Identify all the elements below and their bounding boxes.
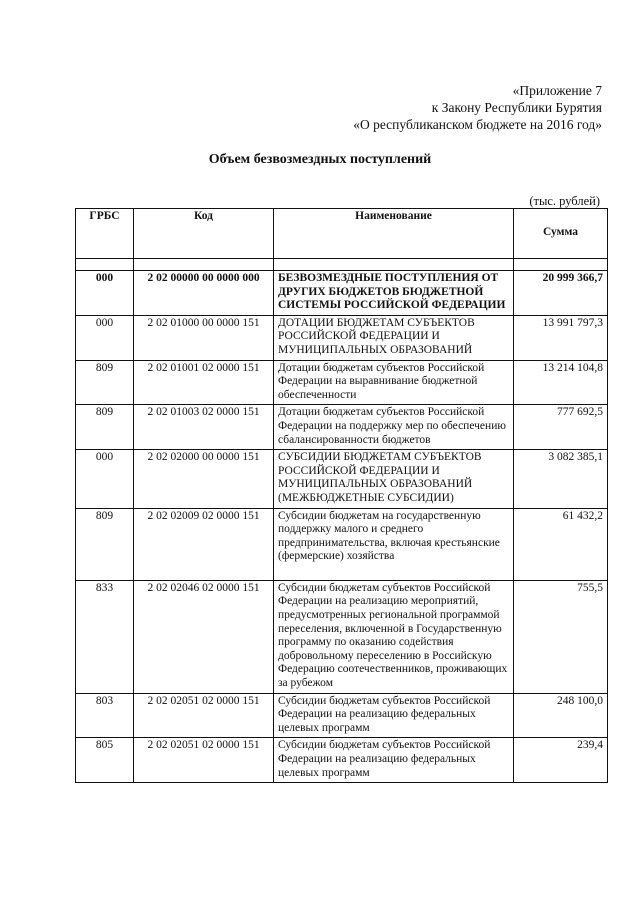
table-header-row xyxy=(76,209,608,259)
appendix-header xyxy=(353,82,602,133)
appendix-line-3: «О республиканском бюджете на 2016 год» xyxy=(353,117,602,132)
table-row xyxy=(76,508,608,580)
appendix-line-1: «Приложение 7 xyxy=(512,83,602,98)
cell-code: 2 02 01003 02 0000 151 xyxy=(134,405,274,450)
cell-grbs: 000 xyxy=(76,315,134,360)
column-header-code: Код xyxy=(134,209,274,259)
cell-code: 2 02 01001 02 0000 151 xyxy=(134,360,274,405)
table-row xyxy=(76,450,608,508)
cell-grbs: 000 xyxy=(76,271,134,316)
column-header-grbs: ГРБС xyxy=(76,209,134,259)
table-row xyxy=(76,738,608,783)
cell-grbs: 805 xyxy=(76,738,134,783)
cell-code: 2 02 02051 02 0000 151 xyxy=(134,693,274,738)
cell-grbs: 833 xyxy=(76,580,134,693)
cell-name: Субсидии бюджетам субъектов Российской Федерации на реализацию федеральных целевых программ xyxy=(274,738,514,783)
cell-grbs: 809 xyxy=(76,405,134,450)
cell-sum: 13 214 104,8 xyxy=(514,360,608,405)
table-row xyxy=(76,315,608,360)
table-row xyxy=(76,271,608,316)
cell-grbs: 809 xyxy=(76,508,134,580)
cell-grbs: 803 xyxy=(76,693,134,738)
header-spacer-row xyxy=(76,259,608,271)
cell-name: Дотации бюджетам субъектов Российской Федерации на поддержку мер по обеспечению сбалансированности бюджетов xyxy=(274,405,514,450)
table-row xyxy=(76,405,608,450)
table-row xyxy=(76,360,608,405)
units-label: (тыс. рублей) xyxy=(529,194,600,208)
cell-code: 2 02 02046 02 0000 151 xyxy=(134,580,274,693)
cell-sum: 61 432,2 xyxy=(514,508,608,580)
cell-sum: 755,5 xyxy=(514,580,608,693)
cell-sum: 13 991 797,3 xyxy=(514,315,608,360)
cell-name: Субсидии бюджетам субъектов Российской Федерации на реализацию мероприятий, предусмотренных региональной программой переселения, включенной в Государственную программу по оказанию содействия добровольному переселению в Российскую Федерацию соотечественников, проживающих за рубежом xyxy=(274,580,514,693)
cell-sum: 777 692,5 xyxy=(514,405,608,450)
appendix-line-2: к Закону Республики Бурятия xyxy=(431,100,602,115)
cell-name: ДОТАЦИИ БЮДЖЕТАМ СУБЪЕКТОВ РОССИЙСКОЙ ФЕДЕРАЦИИ И МУНИЦИПАЛЬНЫХ ОБРАЗОВАНИЙ xyxy=(274,315,514,360)
column-header-name: Наименование xyxy=(274,209,514,259)
cell-sum: 239,4 xyxy=(514,738,608,783)
cell-name: Дотации бюджетам субъектов Российской Федерации на выравнивание бюджетной обеспеченности xyxy=(274,360,514,405)
cell-name: СУБСИДИИ БЮДЖЕТАМ СУБЪЕКТОВ РОССИЙСКОЙ ФЕДЕРАЦИИ И МУНИЦИПАЛЬНЫХ ОБРАЗОВАНИЙ (МЕЖБЮДЖЕТНЫЕ СУБСИДИИ) xyxy=(274,450,514,508)
table-row xyxy=(76,693,608,738)
cell-code: 2 02 02051 02 0000 151 xyxy=(134,738,274,783)
cell-code: 2 02 02009 02 0000 151 xyxy=(134,508,274,580)
cell-sum: 248 100,0 xyxy=(514,693,608,738)
cell-code: 2 02 02000 00 0000 151 xyxy=(134,450,274,508)
document-title: Объем безвозмездных поступлений xyxy=(208,152,432,167)
cell-grbs: 000 xyxy=(76,450,134,508)
column-header-sum: Сумма xyxy=(514,209,608,259)
cell-name: Субсидии бюджетам субъектов Российской Федерации на реализацию федеральных целевых программ xyxy=(274,693,514,738)
cell-code: 2 02 00000 00 0000 000 xyxy=(134,271,274,316)
cell-sum: 3 082 385,1 xyxy=(514,450,608,508)
cell-grbs: 809 xyxy=(76,360,134,405)
cell-name: БЕЗВОЗМЕЗДНЫЕ ПОСТУПЛЕНИЯ ОТ ДРУГИХ БЮДЖЕТОВ БЮДЖЕТНОЙ СИСТЕМЫ РОССИЙСКОЙ ФЕДЕРАЦИИ xyxy=(274,271,514,316)
cell-name: Субсидии бюджетам на государственную поддержку малого и среднего предпринимательства, включая крестьянские (фермерские) хозяйства xyxy=(274,508,514,580)
table-row xyxy=(76,580,608,693)
revenue-table xyxy=(75,208,608,783)
cell-sum: 20 999 366,7 xyxy=(514,271,608,316)
cell-code: 2 02 01000 00 0000 151 xyxy=(134,315,274,360)
